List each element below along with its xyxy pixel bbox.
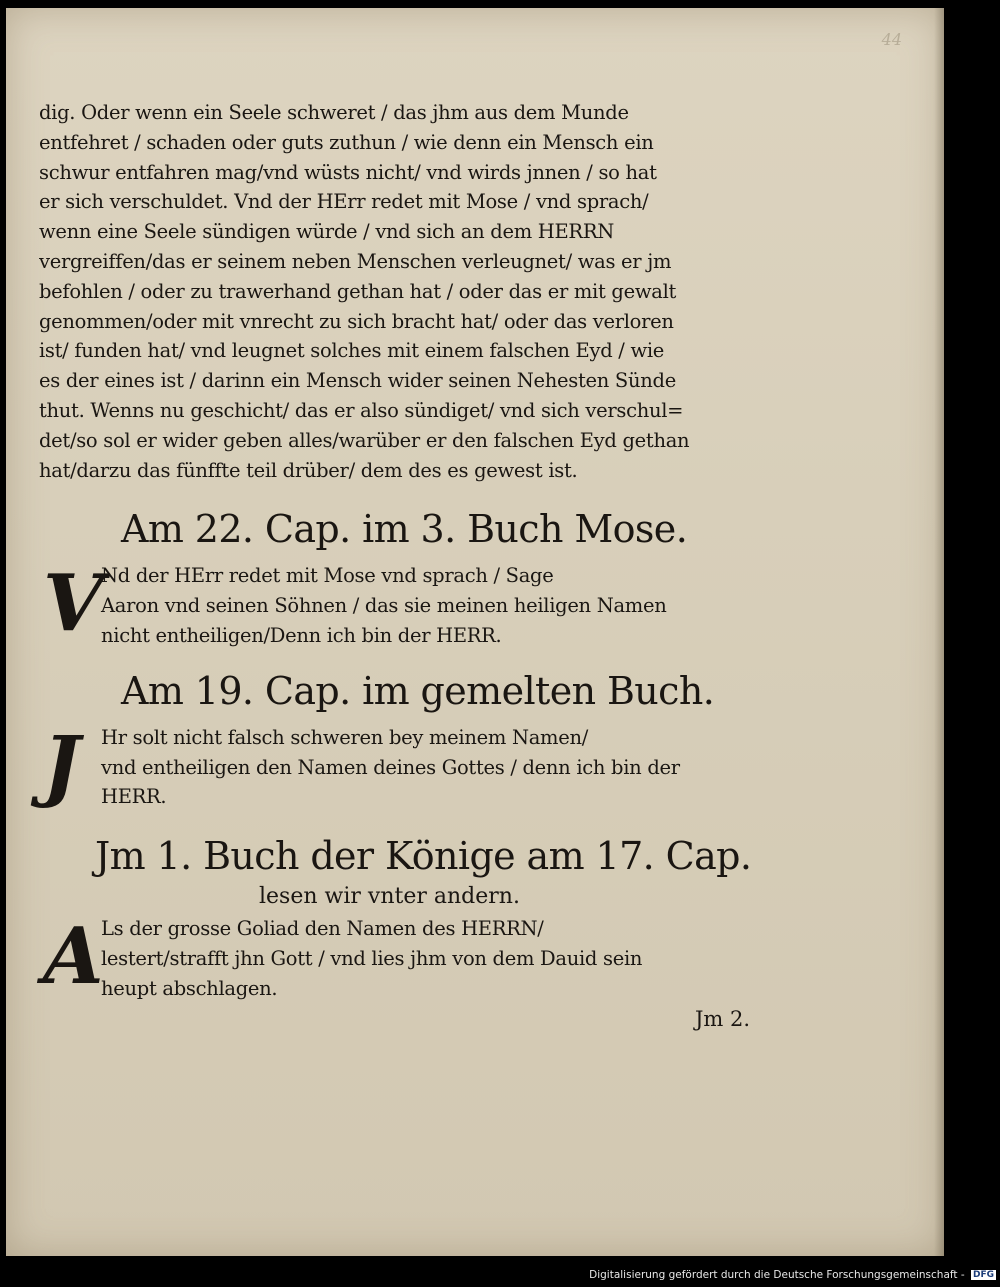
section-heading: Jm 1. Buch der Könige am 17. Cap. bbox=[95, 834, 752, 879]
text-line: es der eines ist / darinn ein Mensch wider seinen Nehesten Sünde bbox=[39, 369, 676, 393]
drop-cap-initial: A bbox=[43, 911, 104, 1003]
text-line: thut. Wenns nu geschicht/ das er also sündiget/ vnd sich verschul= bbox=[39, 398, 684, 422]
text-line: det/so sol er wider geben alles/warüber er den falschen Eyd gethan bbox=[39, 428, 690, 452]
text-line: vnd entheiligen den Namen deines Gottes / denn ich bin der bbox=[101, 755, 680, 779]
text-line: heupt abschlagen. bbox=[101, 976, 278, 1000]
text-line: Hr solt nicht falsch schweren bey meinem Namen/ bbox=[101, 725, 588, 749]
page-edge-shadow bbox=[934, 8, 944, 1256]
text-line: vergreiffen/das er seinem neben Menschen verleugnet/ was er jm bbox=[39, 249, 672, 273]
book-page bbox=[6, 8, 944, 1256]
text-line: genommen/oder mit vnrecht zu sich bracht hat/ oder das verloren bbox=[39, 309, 674, 333]
page-text bbox=[39, 98, 754, 1034]
text-line: lestert/strafft jhn Gott / vnd lies jhm von dem Dauid sein bbox=[101, 946, 643, 970]
text-line: hat/darzu das fünffte teil drüber/ dem des es gewest ist. bbox=[39, 458, 578, 482]
text-line: Ls der grosse Goliad den Namen des HERRN/ bbox=[101, 917, 544, 941]
text-line: dig. Oder wenn ein Seele schweret / das jhm aus dem Munde bbox=[39, 101, 629, 124]
section-paragraph bbox=[39, 911, 754, 1003]
text-line: Aaron vnd seinen Söhnen / das sie meinen heiligen Namen bbox=[101, 594, 667, 618]
section-heading: Am 22. Cap. im 3. Buch Mose. bbox=[121, 507, 688, 552]
drop-cap-initial: J bbox=[43, 719, 80, 811]
text-line: befohlen / oder zu trawerhand gethan hat / oder das er mit gewalt bbox=[39, 279, 677, 303]
catchword: Jm 2. bbox=[694, 1006, 750, 1031]
text-line: HERR. bbox=[101, 785, 167, 809]
text-line: Nd der HErr redet mit Mose vnd sprach / Sage bbox=[101, 564, 554, 588]
intro-paragraph bbox=[39, 98, 754, 485]
folio-number: 44 bbox=[881, 30, 902, 49]
text-line: wenn eine Seele sündigen würde / vnd sich an dem HERRN bbox=[39, 220, 614, 244]
section-heading: Am 19. Cap. im gemelten Buch. bbox=[121, 668, 715, 713]
text-line: ist/ funden hat/ vnd leugnet solches mit einem falschen Eyd / wie bbox=[39, 339, 665, 363]
drop-cap-initial: V bbox=[43, 558, 104, 650]
text-line: nicht entheiligen/Denn ich bin der HERR. bbox=[101, 623, 502, 647]
digitization-credit bbox=[589, 1269, 996, 1281]
dfg-logo: DFG bbox=[972, 1270, 994, 1280]
text-line: entfehret / schaden oder guts zuthun / wie denn ein Mensch ein bbox=[39, 130, 654, 154]
credit-text: Digitalisierung gefördert durch die Deutsche Forschungsgemeinschaft - bbox=[589, 1269, 965, 1281]
text-line: er sich verschuldet. Vnd der HErr redet mit Mose / vnd sprach/ bbox=[39, 190, 649, 214]
text-line: schwur entfahren mag/vnd wüsts nicht/ vnd wirds jnnen / so hat bbox=[39, 160, 657, 184]
section-paragraph bbox=[39, 558, 754, 650]
section-subheading: lesen wir vnter andern. bbox=[259, 884, 520, 910]
section-paragraph bbox=[39, 719, 754, 812]
